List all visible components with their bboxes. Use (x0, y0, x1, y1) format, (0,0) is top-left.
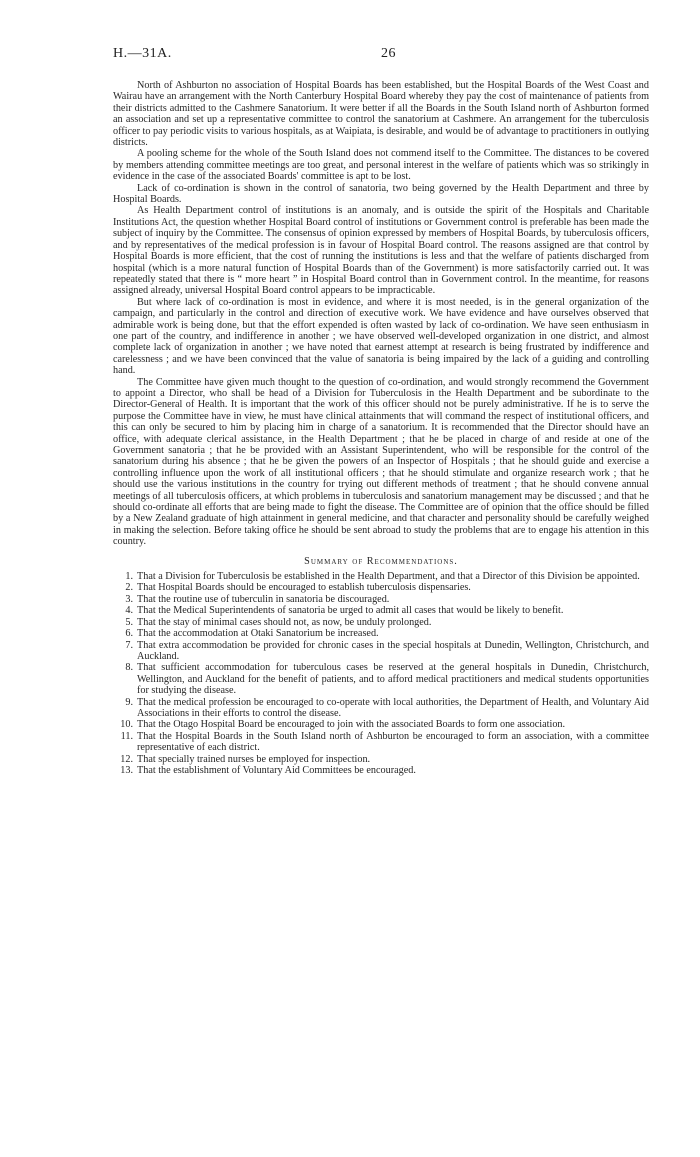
item-text: That specially trained nurses be employed for inspection. (137, 753, 371, 765)
paragraph: North of Ashburton no association of Hospital Boards has been established, but the Hospital Boards of the West Coast and Wairau have an arrangement with the North Canterbury Hospital Board whereby they pay the cost of maintenance of patients from their districts admitted to the Cashmere Sanatorium. It were better if all the Boards in the South Island north of Ashburton formed an association and set up a representative committee to control the sanatorium at Cashmere. An arrangement for the tuberculosis officer to pay periodic visits to various hospitals, as at Waipiata, is desirable, and would be of advantage to practitioners in outlying districts. (113, 80, 649, 149)
list-item (113, 594, 649, 605)
item-number: 2. (125, 582, 133, 594)
list-item (113, 731, 649, 754)
item-text: That extra accommodation be provided for chronic cases in the special hospitals at Dunedin, Wellington, Christchurch, and Auckland. (137, 639, 649, 662)
paragraph: But where lack of co-ordination is most in evidence, and where it is most needed, is in the general organization of the campaign, and particularly in the control and direction of executive work. We have evidence and have ourselves observed that admirable work is being done, but that the effort expended is often wasted by lack of co-ordination. We have seen enthusiasm in one part of the country, and indifference in another ; we have observed well-developed organization in one district, and almost complete lack of organization in another ; we have noted that earnest attempt at research is being frustrated by indifference and carelessness ; and we have been convinced that the value of sanatoria is being impaired by the lack of a guiding and controlling hand. (113, 296, 649, 377)
page-number: 26 (381, 46, 396, 61)
section-heading: Summary of Recommendations. (304, 555, 458, 567)
item-text: That the stay of minimal cases should not, as now, be unduly prolonged. (137, 616, 432, 628)
paragraph: A pooling scheme for the whole of the South Island does not commend itself to the Committee. The distances to be covered by members attending committee meetings are too great, and personal interest in the welfare of patients which was so strikingly in evidence in the case of the associated Boards' committee is apt to be lost. (113, 148, 649, 183)
item-text: That the routine use of tuberculin in sanatoria be discouraged. (137, 593, 390, 605)
item-number: 1. (125, 571, 133, 583)
item-text: That the establishment of Voluntary Aid Committees be encouraged. (137, 764, 416, 776)
paragraph: Lack of co-ordination is shown in the control of sanatoria, two being governed by the Health Department and three by Hospital Boards. (113, 182, 649, 206)
item-text: That the Otago Hospital Board be encouraged to join with the associated Boards to form one association. (137, 719, 566, 731)
item-text: That a Division for Tuberculosis be established in the Health Department, and that a Director of this Division be appointed. (137, 571, 640, 583)
item-number: 7. (125, 639, 133, 651)
item-number: 12. (120, 753, 133, 765)
body-text (113, 80, 649, 776)
list-item (113, 662, 649, 696)
item-number: 5. (125, 616, 133, 628)
list-item (113, 605, 649, 616)
list-item (113, 697, 649, 720)
item-number: 3. (125, 593, 133, 605)
recommendations-list (113, 571, 649, 776)
item-text: That the medical profession be encouraged to co-operate with local authorities, the Department of Health, and Voluntary Aid Associations in their efforts to control the disease. (137, 696, 649, 719)
item-number: 9. (125, 696, 133, 708)
item-text: That sufficient accommodation for tuberculous cases be reserved at the general hospitals in Dunedin, Christchurch, Wellington, and Auckland for the benefit of patients, and to afford medical practitioners and medical students opportunities for studying the disease. (137, 662, 649, 697)
list-item (113, 571, 649, 582)
list-item (113, 582, 649, 593)
list-item (113, 719, 649, 730)
item-number: 11. (120, 730, 133, 742)
list-item (113, 640, 649, 663)
item-text: That the accommodation at Otaki Sanatorium be increased. (137, 628, 379, 640)
list-item (113, 765, 649, 776)
paragraph: The Committee have given much thought to the question of co-ordination, and would strongly recommend the Government to appoint a Director, who shall be head of a Division for Tuberculosis in the Health Department and be subordinate to the Director-General of Health. It is important that the work of this officer should not be purely administrative. If he is to serve the purpose the Committee have in view, he must have clinical attainments that will command the respect of institutional officers, and this can only be secured to him by placing him in charge of a sanatorium. It is recommended that the Director should have an office, with adequate clerical assistance, in the Health Department ; that he be placed in charge of and reside at one of the Government sanatoria ; that he be provided with an Assistant Superintendent, who will be responsible for the control of the sanatorium during his absence ; that he be given the powers of an Inspector of Hospitals ; that he should guide and exercise a controlling influence upon the work of all institutional officers ; that he should stimulate and organize research work ; that he should use the various institutions in the country for trying out different methods of treatment ; that he should convene annual meetings of all tuberculosis officers, at which problems in tuberculosis and sanatorium management may be discussed ; and that he should co-ordinate all efforts that are being made to fight the disease. The Committee are of opinion that the office should be filled by a New Zealand graduate of high attainment in general medicine, and that character and personality should be carefully weighed in making the selection. Before taking office he should be sent abroad to study the problems that are to engage his attention in this country. (113, 376, 649, 548)
item-text: That the Medical Superintendents of sanatoria be urged to admit all cases that would be likely to benefit. (137, 605, 564, 617)
item-number: 4. (125, 605, 133, 617)
item-number: 6. (125, 628, 133, 640)
list-item (113, 628, 649, 639)
item-text: That Hospital Boards should be encouraged to establish tuberculosis dispensaries. (137, 582, 471, 594)
item-number: 13. (120, 764, 133, 776)
item-number: 10. (120, 719, 133, 731)
list-item (113, 754, 649, 765)
document-reference: H.—31A. (113, 46, 172, 61)
item-number: 8. (125, 662, 133, 674)
list-item (113, 617, 649, 628)
paragraph: As Health Department control of institutions is an anomaly, and is outside the spirit of the Hospitals and Charitable Institutions Act, the question whether Hospital Board control of institutions or Government control is preferable has been made the subject of inquiry by the Committee. The consensus of opinion expressed by members of Hospital Boards, by tuberculosis officers, and by representatives of the medical profession is in favour of Hospital Board control. The reasons assigned are that control by Hospital Boards is more efficient, that the cost of running the institutions is less and that the welfare of patients discharged from hospital (which is a more natural function of Hospital Boards than of the Government) is more satisfactorily carried out. It was repeatedly stated that there is “ more heart ” in Hospital Board control than in Government control. In the meantime, for reasons assigned already, universal Hospital Board control appears to be impracticable. (113, 205, 649, 297)
item-text: That the Hospital Boards in the South Island north of Ashburton be encouraged to form an association, with a committee representative of each district. (137, 730, 649, 754)
